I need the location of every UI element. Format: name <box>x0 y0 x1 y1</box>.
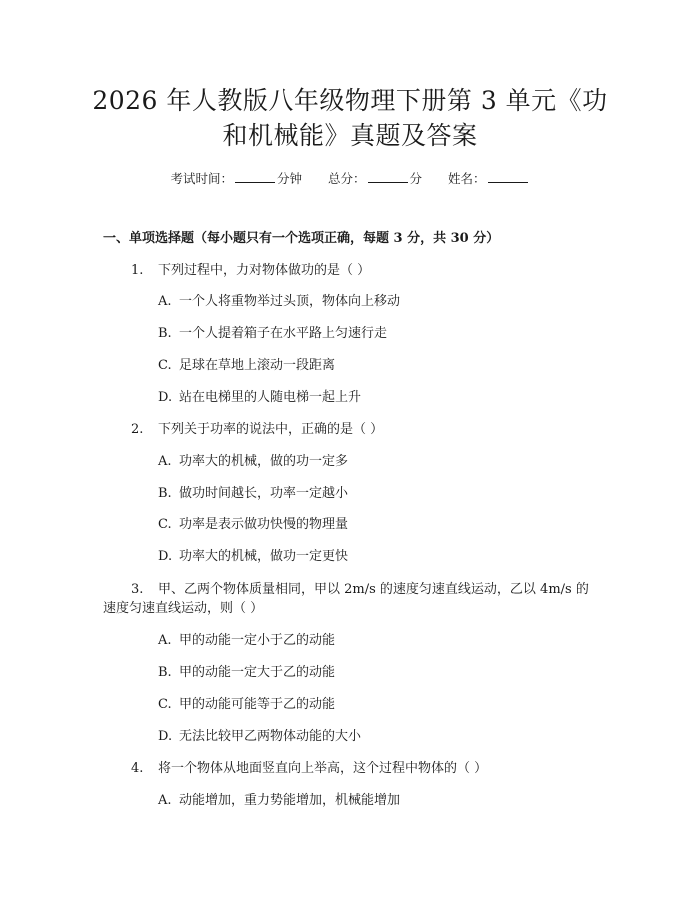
exam-score <box>328 169 422 188</box>
question-number: 2. <box>131 422 144 437</box>
question-1-option-c <box>158 357 335 375</box>
option-letter: D. <box>158 729 173 744</box>
option-letter: A. <box>158 633 172 648</box>
option-text: 动能增加，重力势能增加，机械能增加 <box>179 793 401 808</box>
question-2 <box>131 421 383 439</box>
question-3 <box>103 580 601 618</box>
option-text: 功率是表示做功快慢的物理量 <box>179 517 349 532</box>
option-text: 甲的动能一定大于乙的动能 <box>179 665 336 680</box>
question-number: 1. <box>131 263 144 278</box>
option-letter: A. <box>158 793 172 808</box>
question-1-option-a <box>158 293 400 311</box>
exam-time-blank <box>235 169 275 183</box>
section-heading: 一、单项选择题（每小题只有一个选项正确，每题 3 分，共 30 分） <box>103 231 500 246</box>
option-text: 足球在草地上滚动一段距离 <box>179 358 336 373</box>
exam-score-unit: 分 <box>409 171 423 186</box>
question-2-option-d <box>158 548 348 566</box>
option-letter: B. <box>158 665 172 680</box>
option-letter: A. <box>158 294 172 309</box>
exam-name-label: 姓名： <box>448 171 486 186</box>
option-text: 站在电梯里的人随电梯一起上升 <box>179 390 362 405</box>
option-text: 一个人提着箱子在水平路上匀速行走 <box>179 326 388 341</box>
option-letter: B. <box>158 326 172 341</box>
option-text: 无法比较甲乙两物体动能的大小 <box>179 729 362 744</box>
page-title-line-1: 2026 年人教版八年级物理下册第 3 单元《功 <box>92 86 608 115</box>
option-letter: B. <box>158 486 172 501</box>
exam-name <box>448 169 530 188</box>
question-2-option-b <box>158 485 348 503</box>
question-3-option-a <box>158 632 335 650</box>
question-1 <box>131 262 370 280</box>
option-text: 功率大的机械，做的功一定多 <box>179 454 349 469</box>
question-4 <box>131 760 487 778</box>
question-3-option-c <box>158 696 335 714</box>
page-title-line-2: 和机械能》真题及答案 <box>222 121 478 150</box>
question-3-option-b <box>158 664 335 682</box>
exam-time-label: 考试时间： <box>170 171 233 186</box>
exam-time <box>170 169 302 188</box>
exam-meta <box>0 169 700 188</box>
question-3-option-d <box>158 728 361 746</box>
option-text: 甲的动能一定小于乙的动能 <box>179 633 336 648</box>
question-text: 甲、乙两个物体质量相同，甲以 2m/s 的速度匀速直线运动，乙以 4m/s 的速度匀速直线运动，则（ ） <box>103 582 589 616</box>
option-text: 功率大的机械，做功一定更快 <box>179 549 349 564</box>
question-1-option-b <box>158 325 387 343</box>
exam-score-label: 总分： <box>327 171 366 186</box>
question-text: 下列关于功率的说法中，正确的是（ ） <box>158 422 384 437</box>
question-number: 4. <box>131 761 144 776</box>
question-number: 3. <box>131 582 144 597</box>
exam-name-blank <box>488 169 528 183</box>
question-4-option-a <box>158 792 400 810</box>
option-text: 一个人将重物举过头顶，物体向上移动 <box>179 294 401 309</box>
question-text: 将一个物体从地面竖直向上举高，这个过程中物体的（ ） <box>158 761 488 776</box>
option-letter: C. <box>158 697 172 712</box>
option-letter: A. <box>158 454 172 469</box>
option-letter: D. <box>158 549 173 564</box>
option-text: 做功时间越长，功率一定越小 <box>179 486 349 501</box>
option-letter: D. <box>158 390 173 405</box>
question-2-option-c <box>158 516 348 534</box>
question-2-option-a <box>158 453 348 471</box>
exam-time-unit: 分钟 <box>276 171 302 186</box>
question-1-option-d <box>158 389 361 407</box>
option-letter: C. <box>158 517 172 532</box>
option-letter: C. <box>158 358 172 373</box>
option-text: 甲的动能可能等于乙的动能 <box>179 697 336 712</box>
exam-score-blank <box>368 169 408 183</box>
question-text: 下列过程中，力对物体做功的是（ ） <box>158 263 371 278</box>
